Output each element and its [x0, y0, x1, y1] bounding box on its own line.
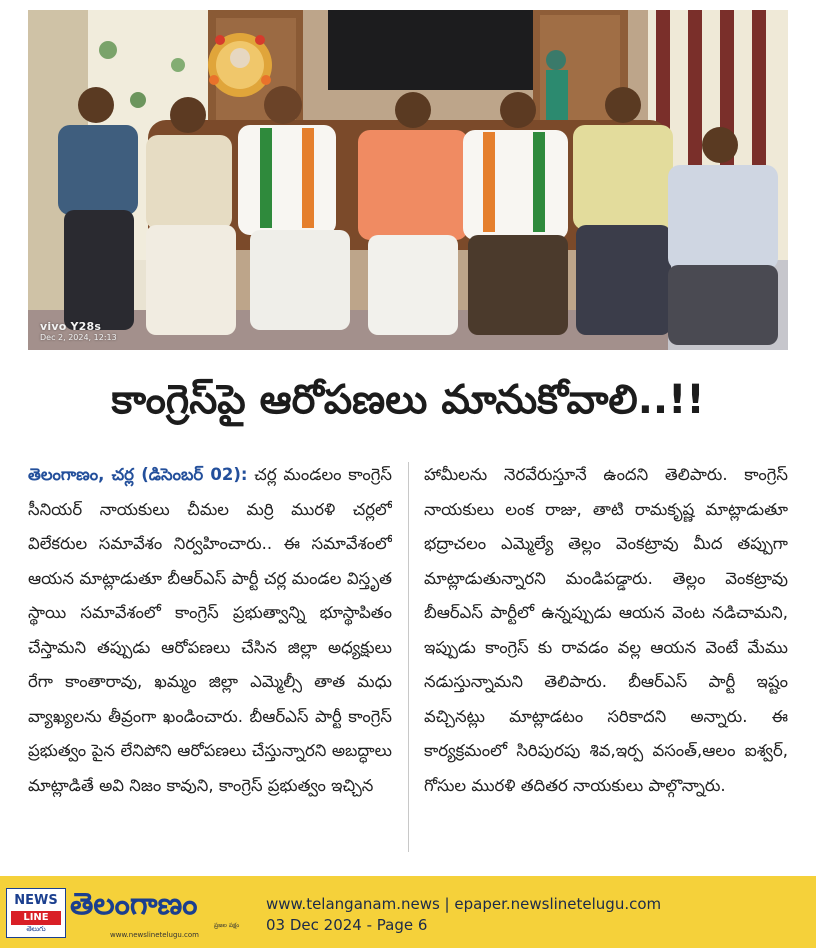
newsline-logo: [6, 888, 66, 938]
group-photo-illustration: [28, 10, 788, 350]
article-dateline: తెలంగాణం, చర్ల (డిసెంబర్ 02):: [28, 465, 248, 484]
article-right-text: హామీలను నెరవేరుస్తూనే ఉందని తెలిపారు. కాంగ్రెస్ నాయకులు లంక రాజు, తాటి రామకృష్ణ మాట్లాడుతూ భద్రాచలం ఎమ్మెల్యే తెల్లం వెంకట్రావు మీద తప్పుగా మాట్లాడుతున్నారని మండిపడ్డారు. తెల్లం వెంకట్రావు బీఆర్ఎస్ పార్టీలో ఉన్నప్పుడు ఆయన వెంట నడిచామని, ఇప్పుడు కాంగ్రెస్ కు రావడం వల్ల ఆయన వెంటే మేము నడుస్తున్నామని తెలిపారు. బీఆర్ఎస్ పార్టీ ఇష్టం వచ్చినట్లు మాట్లాడటం సరికాదని అన్నారు. ఈ కార్యక్రమంలో సిరిపురపు శివ,ఇర్ప వసంత్,ఆలం ఐశ్వర్, గోసుల మురళి తదితర నాయకులు పాల్గొన్నారు.: [424, 465, 788, 795]
newsline-logo-news: NEWS: [14, 893, 58, 908]
shrine-decoration: [208, 33, 272, 97]
news-photo: [28, 10, 788, 350]
television: [328, 10, 538, 90]
newsline-logo-line: LINE: [11, 911, 61, 925]
footer-date-page: 03 Dec 2024 - Page 6: [266, 916, 428, 934]
camera-watermark: [40, 320, 117, 343]
masthead-tagline: ప్రజల పక్షం: [214, 922, 240, 929]
telanganam-masthead: తెలంగాణం: [70, 887, 198, 922]
newsline-logo-telugu: తెలుగు: [26, 925, 46, 933]
article-headline: కాంగ్రెస్‌పై ఆరోపణలు మానుకోవాలి..!!: [111, 377, 705, 423]
masthead-url: www.newslinetelugu.com: [110, 931, 199, 939]
footer-info: [266, 894, 661, 936]
article-body: [28, 458, 788, 863]
article-column-left: [28, 458, 392, 863]
column-divider: [408, 462, 409, 852]
footer-websites: www.telanganam.news | epaper.newslinetelugu.com: [266, 895, 662, 913]
page-footer: [0, 876, 816, 948]
article-column-right: [424, 458, 788, 863]
watermark-date: Dec 2, 2024, 12:13: [40, 333, 117, 343]
article-left-text: చర్ల మండలం కాంగ్రెస్ సీనియర్ నాయకులు చీమల మర్రి మురళి చర్లలో విలేకరుల సమావేశం నిర్వహించారు.. ఈ సమావేశంలో ఆయన మాట్లాడుతూ బీఆర్ఎస్ పార్టీ చర్ల మండల విస్తృత స్థాయి సమావేశంలో కాంగ్రెస్ ప్రభుత్వాన్ని భూస్థాపితం చేస్తామని తప్పుడు ఆరోపణలు చేసిన జిల్లా అధ్యక్షులు రేగా కాంతారావు, ఖమ్మం జిల్లా ఎమ్మెల్సీ తాత మధు వ్యాఖ్యలను తీవ్రంగా ఖండించారు. బీఆర్ఎస్ పార్టీ కాంగ్రెస్ ప్రభుత్వం పైన లేనిపోని ఆరోపణలు చేస్తున్నారని అబద్ధాలు మాట్లాడితే అవి నిజం కావుని, కాంగ్రెస్ ప్రభుత్వం ఇచ్చిన: [28, 465, 392, 795]
watermark-brand: vivo Y28s: [40, 320, 102, 333]
